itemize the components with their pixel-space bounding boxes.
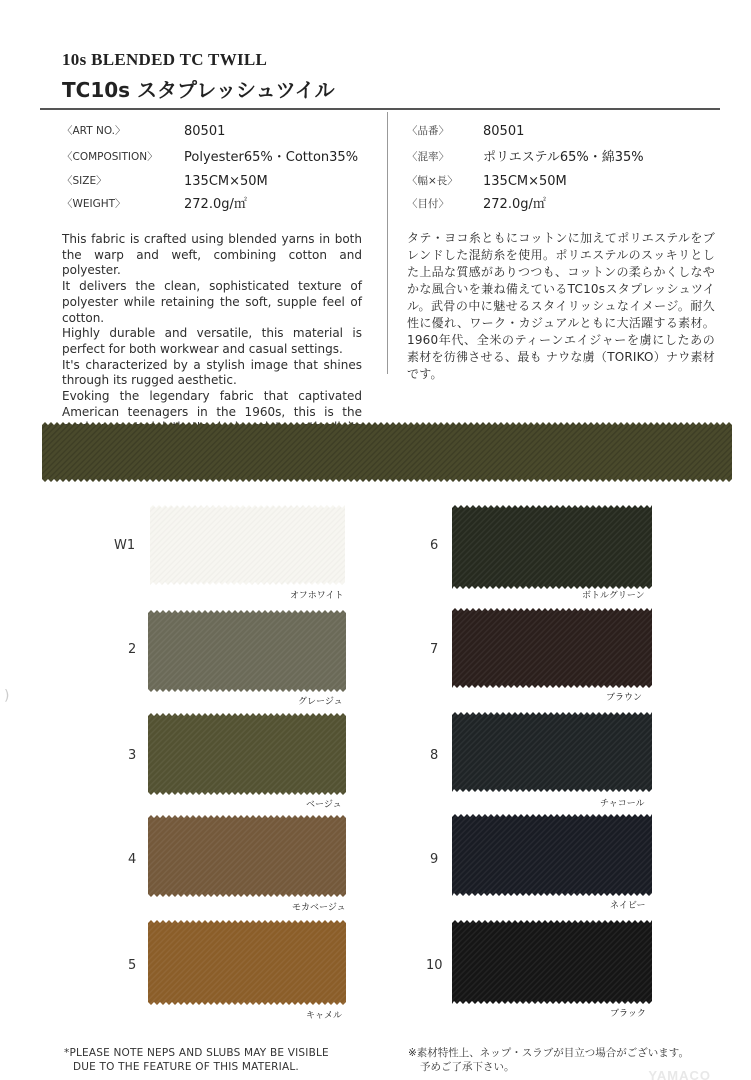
fabric-swatch xyxy=(452,505,652,589)
title-english: 10s BLENDED TC TWILL xyxy=(62,50,268,69)
swatch-number: 9 xyxy=(430,852,439,867)
spec-label: 〈品番〉 xyxy=(407,125,449,137)
description-japanese: タテ・ヨコ糸ともにコットンに加えてポリエステルをブレンドした混紡糸を使用。ポリエステルのスッキリとした上品な質感がありつつも、コットンの柔らかくしなやかな風合いを兼ね備えているTC10sスタプレッシュツイル。武骨の中に魅せるスタイリッシュなイメージ。耐久性に優れ、ワーク・カジュアルともに大活躍する素材。1960年代、全米のティーンエイジャーを虜にしたあの素材を彷彿させる、最も ナウな虜（TORIKO）ナウ素材です。 xyxy=(407,231,715,381)
spec-value: 135CM×50M xyxy=(483,174,567,189)
spec-label: 〈SIZE〉 xyxy=(62,175,107,187)
swatch-number: 3 xyxy=(128,748,137,763)
spec-label: 〈幅×長〉 xyxy=(407,175,458,187)
note-english xyxy=(64,1046,329,1074)
description-paragraph: It delivers the clean, sophisticated texture of polyester while retaining the soft, supple feel of cotton. xyxy=(62,279,362,325)
spec-value: 80501 xyxy=(483,124,525,139)
spec-value: 135CM×50M xyxy=(184,174,268,189)
swatch-number: 10 xyxy=(426,958,443,973)
spec-value: 80501 xyxy=(184,124,226,139)
swatch-number: 6 xyxy=(430,538,439,553)
spec-label: 〈混率〉 xyxy=(407,151,449,163)
header-rule xyxy=(40,108,720,110)
fabric-swatch xyxy=(148,713,346,795)
note-line: 予めご了承下さい。 xyxy=(420,1061,515,1073)
swatch-color-name: オフホワイト xyxy=(290,591,344,601)
swatch-color-name: ベージュ xyxy=(306,800,342,810)
spec-label: 〈COMPOSITION〉 xyxy=(62,151,158,163)
swatch-color-name: ネイビー xyxy=(610,901,646,911)
hero-fabric-swatch xyxy=(42,422,732,482)
swatch-color-name: ブラック xyxy=(610,1009,646,1019)
swatch-color-name: モカベージュ xyxy=(292,903,346,913)
fabric-swatch xyxy=(452,814,652,896)
spec-value: Polyester65%・Cotton35% xyxy=(184,150,359,165)
swatch-number: 2 xyxy=(128,642,137,657)
spec-value: 272.0g/㎡ xyxy=(483,197,546,212)
spec-label: 〈WEIGHT〉 xyxy=(62,198,126,210)
fabric-swatch xyxy=(150,505,345,585)
swatch-color-name: チャコール xyxy=(600,799,645,809)
fabric-swatch xyxy=(452,712,652,792)
swatch-number: 4 xyxy=(128,852,137,867)
note-japanese xyxy=(408,1046,689,1074)
description-paragraph: This fabric is crafted using blended yarns in both the warp and weft, combining cotton and polyester. xyxy=(62,232,362,278)
note-line: DUE TO THE FEATURE OF THIS MATERIAL. xyxy=(73,1061,299,1073)
fabric-swatch xyxy=(148,610,346,692)
fabric-swatch xyxy=(148,920,346,1005)
spec-value: ポリエステル65%・綿35% xyxy=(483,150,644,165)
swatch-number: 5 xyxy=(128,958,137,973)
swatch-number: W1 xyxy=(114,538,136,553)
column-divider xyxy=(387,112,388,374)
swatch-color-name: ブラウン xyxy=(606,693,643,703)
spec-label: 〈ART NO.〉 xyxy=(62,125,126,137)
title-japanese: TC10s スタプレッシュツイル xyxy=(62,78,335,102)
swatch-color-name: キャメル xyxy=(306,1011,343,1021)
fabric-swatch xyxy=(148,815,346,897)
spec-label: 〈目付〉 xyxy=(407,198,449,210)
description-paragraph: It's characterized by a stylish image that shines through its rugged aesthetic. xyxy=(62,357,362,388)
scan-edge-mark: ) xyxy=(4,688,10,704)
swatch-number: 7 xyxy=(430,642,439,657)
swatch-number: 8 xyxy=(430,748,439,763)
fabric-swatch xyxy=(452,608,652,688)
swatch-color-name: ボトルグリーン xyxy=(582,591,645,601)
fabric-swatch xyxy=(452,920,652,1004)
description-english xyxy=(62,232,362,452)
spec-value: 272.0g/㎡ xyxy=(184,197,247,212)
description-paragraph: Evoking the legendary fabric that captivated American teenagers in the 1960s, this is the xyxy=(62,389,362,419)
note-line: ※素材特性上、ネップ・スラブが目立つ場合がございます。 xyxy=(408,1047,689,1059)
note-line: *PLEASE NOTE NEPS AND SLUBS MAY BE VISIBLE xyxy=(64,1047,329,1059)
description-paragraph: Highly durable and versatile, this material is perfect for both workwear and casual settings. xyxy=(62,326,362,356)
swatch-color-name: グレージュ xyxy=(298,697,343,707)
brand-watermark: YAMACO xyxy=(648,1068,711,1080)
